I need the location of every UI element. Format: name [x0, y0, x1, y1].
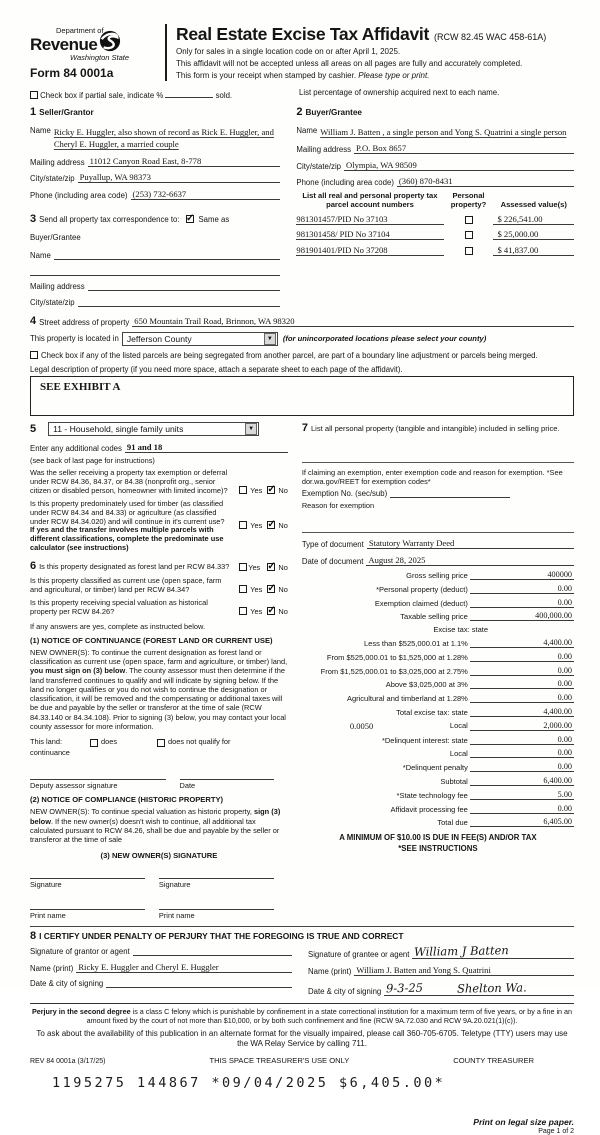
tax-row-local: 0.0050 Local 2,000.00 — [302, 721, 574, 731]
section3-heading: 3 Send all property tax correspondence to: ✓ Same as Buyer/Grantee — [30, 209, 280, 245]
use-code-dropdown[interactable] — [48, 422, 259, 436]
if-any-yes-note: If any answers are yes, complete as instructed below. — [30, 621, 205, 631]
date-of-document-label: Date of document — [301, 556, 364, 566]
legal-description-field[interactable]: SEE EXHIBIT A — [30, 376, 574, 416]
tax-row: Gross selling price 400000 — [406, 569, 572, 580]
notice-compliance-text: NEW OWNER(S): To continue special valuation as historic property, sign (3) below. If the new owner(s) doesn't wish to continue, all additional tax calculated pursuant to RCW 84.26, shall be due and payable by the seller or transferor at the time of sale — [30, 807, 281, 845]
corr-mailing-label: Mailing address — [30, 282, 85, 292]
buyer-city-field[interactable]: Olympia, WA 98509 — [344, 160, 574, 171]
grantee-datecity-label: Date & city of signing — [308, 987, 382, 997]
tax-value-field[interactable]: 0.00 — [514, 652, 574, 662]
grantee-signature-field[interactable] — [412, 944, 574, 959]
chevron-down-icon[interactable]: ▼ — [245, 423, 257, 435]
q5-yes-no: Yes ✓ No — [234, 607, 288, 617]
new-owners-signature-title: (3) NEW OWNER(S) SIGNATURE — [100, 851, 218, 861]
parcel-row — [296, 214, 574, 225]
header-line1: Only for sales in a single location code on or after April 1, 2025. — [176, 47, 401, 56]
print-legal-note: Print on legal size paper. — [473, 1117, 574, 1128]
tax-value-field[interactable]: 4,400.00 — [514, 707, 574, 717]
see-back-note: (see back of last page for instructions) — [30, 455, 155, 465]
seller-phone-field[interactable]: (253) 732-6637 — [131, 189, 281, 200]
deputy-assessor-signature-field[interactable] — [30, 769, 166, 780]
treasurer-stamp: 1195275 144867 *09/04/2025 $6,405.00* — [52, 1075, 446, 1092]
exemption-instructions: If claiming an exemption, enter exemption code and reason for exemption. *See dor.wa.gov/REET for exemption codes* — [301, 467, 563, 486]
page-title: Real Estate Excise Tax Affidavit — [176, 24, 430, 44]
county-treasurer-label: COUNTY TREASURER — [453, 1056, 534, 1066]
grantee-date-handwriting: 9-3-25 — [386, 981, 424, 996]
parcel-col-header: List all real and personal property tax parcel account numbers — [302, 191, 438, 210]
grantor-signature-field[interactable] — [133, 946, 292, 956]
tax-row: Exemption claimed (deduct) 0.00 — [374, 597, 572, 608]
tax-row: Above $3,025,000 at 3% 0.00 — [385, 679, 572, 690]
header-divider — [165, 24, 167, 81]
segregated-checkbox[interactable] — [30, 351, 38, 359]
county-selected-value: Jefferson County — [126, 333, 192, 344]
grantee-signature-label: Signature of grantee or agent — [308, 950, 410, 960]
notice-continuance-title: (1) NOTICE OF CONTINUANCE (FOREST LAND OR CURRENT USE) — [30, 635, 273, 645]
use-code-selected-value: 11 - Household, single family units — [53, 423, 184, 434]
section4-number: 4 — [30, 314, 37, 327]
segregated-label: Check box if any of the listed parcels are being segregated from another parcel, are part of a boundary line adjustment or parcels being merged. — [41, 350, 538, 360]
exemption-no-label: Exemption No. (sec/sub) — [301, 489, 388, 499]
does-label: does — [101, 737, 118, 747]
q5-yes-checkbox[interactable] — [239, 607, 247, 615]
q3-yes-checkbox[interactable] — [239, 563, 247, 571]
q3-no-checkbox[interactable] — [267, 563, 275, 571]
tax-value-field[interactable]: 0.00 — [514, 598, 574, 608]
historical-property-question: Is this property receiving special valuation as historical property per RCW 84.26? — [30, 597, 208, 616]
logo-revenue-text: Revenue — [30, 35, 98, 54]
tax-value-field[interactable]: 0.00 — [514, 735, 574, 745]
partial-sale-row — [30, 88, 232, 100]
grantee-city-handwriting: Shelton Wa. — [457, 980, 528, 996]
timber-agriculture-question: Is this property predominately used for timber (as classified under RCW 84.34 and 84.33) or agriculture (as classified under RCW 84.34.020) and will continue in it's current use? If yes and the transfer involves multiple parcels with different classifications, complete the predominate use calculator (see instructions) — [30, 498, 225, 553]
tax-value-field[interactable]: 0.00 — [514, 693, 574, 703]
q2-yes-no: Yes ✓ No — [234, 521, 288, 531]
buyer-phone-label: Phone (including area code) — [296, 178, 394, 188]
type-of-document-label: Type of document — [301, 540, 364, 550]
q3-yes-no: Yes ✓ No — [234, 563, 288, 573]
tax-row: Total excise tax: state 4,400.00 — [396, 707, 572, 718]
grantee-printname-label: Name (print) — [308, 966, 352, 976]
tax-value-field[interactable]: 400,000.00 — [514, 611, 574, 621]
section5-number: 5 — [30, 422, 37, 435]
corr-mailing-field[interactable] — [88, 281, 281, 291]
new-owner-printname-field-1[interactable] — [30, 899, 145, 910]
buyer-mailing-label: Mailing address — [296, 145, 351, 155]
tax-row: From $525,000.01 to $1,525,000 at 1.28% 0.00 — [326, 651, 572, 662]
seller-name-field[interactable]: Ricky E. Huggler, also shown of record as Rick E. Huggler, and Cheryl E. Huggler, a married couple — [53, 126, 274, 149]
q1-yes-checkbox[interactable] — [239, 486, 247, 494]
buyer-city-label: City/state/zip — [296, 161, 342, 171]
revenue-swirl-icon — [99, 30, 121, 52]
tax-row: Subtotal 6,400.00 — [440, 776, 572, 787]
perjury-note: Perjury in the second degree is a class C felony which is punishable by confinement in a state correctional institution for a maximum term of five years, or by a fine in an amount fixed by the court of not more than $10,000, or by both such confinement and fine (RCW 9A.72.030 and RCW 9A.20.021(1)(c)). To ask about the availability of this publication in an alternate format for the visually impaired, please call 360-705-6705. Teletype (TTY) users may use the WA Relay Service by calling 711. — [30, 1003, 574, 1049]
q2-no-checkbox[interactable] — [267, 521, 275, 529]
tax-row: Affidavit processing fee 0.00 — [390, 803, 572, 814]
street-address-field[interactable]: 650 Mountain Trail Road, Brinnon, WA 98320 — [132, 316, 574, 327]
tax-row-total-due: Total due 6,405.00 — [437, 817, 572, 828]
legal-description-label: Legal description of property (if you need more space, attach a separate sheet to each page of the affidavit). — [30, 364, 403, 374]
logo-dept-text: Department of — [56, 26, 104, 35]
grantor-printname-label: Name (print) — [30, 963, 74, 973]
tax-row: *Delinquent penalty 0.00 — [402, 762, 572, 773]
page-indicator: Page 1 of 2 — [538, 1128, 574, 1135]
partial-sale-percent-field[interactable] — [165, 88, 213, 98]
forest-land-question: 6 Is this property designated as forest land per RCW 84.33? — [30, 560, 230, 573]
print-name-label: Print name — [158, 911, 195, 921]
tax-value-field[interactable]: 5.00 — [514, 790, 574, 800]
grantee-datecity-field[interactable] — [384, 981, 574, 996]
form-header — [30, 24, 574, 81]
current-use-question: Is this property classified as current use (open space, farm and agricultural, or timber) land per RCW 84.34? — [30, 576, 222, 595]
same-as-buyer-label: Same as Buyer/Grantee — [30, 214, 230, 242]
assessed-value-field[interactable]: $ 25,000.00 — [493, 229, 574, 240]
section8-heading: 8 I CERTIFY UNDER PENALTY OF PERJURY THAT THE FOREGOING IS TRUE AND CORRECT — [30, 930, 404, 943]
title-rcw: (RCW 82.45 WAC 458-61A) — [434, 32, 547, 42]
partial-sale-label: Check box if partial sale, indicate % — [40, 91, 164, 100]
this-land-label: This land: — [30, 737, 63, 747]
parcel-number-field[interactable]: 981301457/PID No 37103 — [296, 214, 443, 225]
tax-row: *State technology fee 5.00 — [396, 789, 572, 800]
type-of-document-field[interactable]: Statutory Warranty Deed — [367, 538, 574, 549]
minimum-fee-note: A MINIMUM OF $10.00 IS DUE IN FEE(S) AND/OR TAX *SEE INSTRUCTIONS — [339, 833, 537, 853]
parcel-row — [296, 229, 574, 240]
grantee-printname-field[interactable]: William J. Batten and Yong S. Quatrini — [354, 965, 574, 976]
treasurer-space-label: THIS SPACE TREASURER'S USE ONLY — [209, 1056, 350, 1066]
notice-compliance-title: (2) NOTICE OF COMPLIANCE (HISTORIC PROPERTY) — [30, 795, 224, 805]
grantor-printname-field[interactable]: Ricky E. Huggler and Cheryl E. Huggler — [76, 962, 292, 973]
buyer-phone-field[interactable]: (360) 870-8431 — [397, 176, 574, 187]
q4-yes-no: Yes ✓ No — [234, 585, 288, 595]
deputy-assessor-label: Deputy assessor signature — [30, 781, 118, 791]
tax-row: *Delinquent interest: state 0.00 — [381, 734, 572, 745]
deputy-date-label: Date — [179, 781, 196, 791]
personal-property-checkbox[interactable] — [465, 247, 473, 255]
deputy-date-field[interactable] — [180, 769, 274, 780]
q2-yes-checkbox[interactable] — [239, 521, 247, 529]
tax-value-field[interactable]: 0.00 — [514, 584, 574, 594]
does-checkbox[interactable] — [90, 739, 98, 747]
new-owner-printname-field-2[interactable] — [159, 899, 274, 910]
tax-value-field[interactable]: 4,400.00 — [514, 638, 574, 648]
header-line2: This affidavit will not be accepted unless all areas on all pages are fully and accurately completed. — [176, 59, 523, 68]
local-rate-value: 0.0050 — [349, 720, 374, 731]
tax-value-field[interactable]: 2,000.00 — [514, 721, 574, 731]
new-owner-signature-field-1[interactable] — [30, 868, 145, 879]
section7-text: 7 List all personal property (tangible and intangible) included in selling price. — [301, 421, 560, 434]
new-owner-signature-field-2[interactable] — [159, 868, 274, 879]
seller-mailing-label: Mailing address — [30, 157, 85, 167]
additional-codes-label: Enter any additional codes — [30, 443, 122, 453]
date-of-document-field[interactable]: August 28, 2025 — [366, 555, 574, 566]
seller-city-label: City/state/zip — [30, 174, 75, 184]
tax-row: From $1,525,000.01 to $3,025,000 at 2.75% 0.00 — [320, 665, 572, 676]
tax-value-field[interactable]: 400000 — [514, 570, 574, 580]
does-not-label: does not qualify for — [168, 737, 231, 747]
print-name-label: Print name — [30, 911, 66, 921]
assessed-value-field[interactable]: $ 41,837.00 — [493, 245, 574, 256]
q1-yes-no: Yes ✓ No — [234, 486, 288, 496]
tax-value-field[interactable]: 0.00 — [514, 679, 574, 689]
exemption-deferral-question: Was the seller receiving a property tax exemption or deferral under RCW 84.36, 84.37, or 84.38 (nonprofit org., senior citizen or disabled person, homeowner with limited income)? — [30, 468, 228, 495]
personal-property-checkbox[interactable] — [465, 216, 473, 224]
assessed-value-field[interactable]: $ 226,541.00 — [493, 214, 574, 225]
parcel-number-field[interactable]: 981301458/ PID No 37104 — [296, 229, 443, 240]
seller-city-field[interactable]: Puyallup, WA 98373 — [78, 172, 281, 183]
additional-codes-field[interactable]: 91 and 18 — [125, 442, 288, 453]
buyer-name-label: Name — [296, 125, 318, 135]
sold-label: sold. — [215, 91, 233, 100]
tax-row: Less than $525,000.01 at 1.1% 4,400.00 — [364, 638, 572, 649]
tax-row: Agricultural and timberland at 1.28% 0.00 — [346, 693, 572, 704]
exemption-no-field[interactable] — [390, 488, 510, 498]
located-in-label: This property is located in — [30, 334, 119, 344]
seller-name-label: Name — [30, 125, 51, 135]
form-number: Form 84 0001a — [30, 66, 114, 80]
continuance-label: continuance — [30, 748, 70, 758]
logo-state-text: Washington State — [70, 53, 130, 62]
street-address-label: Street address of property — [39, 317, 130, 327]
header-line3: This form is your receipt when stamped by cashier. Please type or print. — [176, 71, 430, 80]
does-not-checkbox[interactable] — [157, 739, 165, 747]
signature-label: Signature — [30, 880, 62, 890]
corr-name-field[interactable] — [54, 250, 281, 260]
q1-no-checkbox[interactable] — [267, 486, 275, 494]
grantor-signature-label: Signature of grantor or agent — [30, 947, 130, 957]
partial-sale-checkbox[interactable] — [30, 91, 38, 99]
seller-phone-label: Phone (including area code) — [30, 190, 128, 200]
county-dropdown[interactable] — [122, 332, 278, 346]
parcel-number-field[interactable]: 981901401/PID No 37208 — [296, 245, 443, 256]
buyer-mailing-field[interactable]: P.O. Box 8657 — [354, 143, 574, 154]
grantee-signature-handwriting: William J Batten — [414, 943, 510, 960]
same-as-buyer-checkbox[interactable] — [186, 215, 194, 223]
excise-tax-state-header: Excise tax: state — [433, 625, 488, 635]
tax-value-field[interactable]: 6,405.00 — [514, 817, 574, 827]
personal-property-col-header: Personal property? — [450, 191, 487, 210]
seller-mailing-field[interactable]: 11012 Canyon Road East, 8-778 — [88, 156, 281, 167]
notice-continuance-text: NEW OWNER(S): To continue the current designation as forest land or classification as current use (open space, farm and agriculture, or timber) land, you must sign on (3) below. The county assessor must then determine if the land transferred continues to qualify and will indicate by signing below. If the land no longer qualifies or you do not wish to continue the designation or classification, it will be removed and the compensating or additional taxes will be due and payable by the seller or transferor at the time of sale (RCW 84.33.140 or 84.34.108). Prior to signing (3) below, you may contact your local county assessor for more information. — [30, 647, 288, 731]
corr-city-field[interactable] — [78, 297, 281, 307]
tax-value-field[interactable]: 0.00 — [514, 748, 574, 758]
tax-value-field[interactable]: 0.00 — [514, 666, 574, 676]
grantor-datecity-field[interactable] — [106, 978, 292, 988]
reason-for-exemption-label: Reason for exemption — [301, 501, 375, 511]
tax-value-field[interactable]: 0.00 — [514, 762, 574, 772]
section2-heading: 2 Buyer/Grantee — [296, 106, 362, 118]
buyer-name-field[interactable]: William J. Batten , a single person and Yong S. Quatrini a single person — [320, 126, 567, 137]
tax-value-field[interactable]: 6,400.00 — [514, 776, 574, 786]
section1-heading: 1 Seller/Grantor — [30, 106, 94, 118]
tax-value-field[interactable]: 0.00 — [514, 804, 574, 814]
rev-number: REV 84 0001a (3/17/25) — [30, 1058, 106, 1066]
assessed-value-col-header: Assessed value(s) — [500, 200, 567, 210]
chevron-down-icon[interactable]: ▼ — [264, 333, 276, 345]
personal-property-checkbox[interactable] — [465, 231, 473, 239]
grantor-datecity-label: Date & city of signing — [30, 979, 104, 989]
signature-label: Signature — [158, 880, 191, 890]
corr-name-label: Name — [30, 251, 51, 261]
q4-no-checkbox[interactable] — [267, 585, 275, 593]
parcel-table — [296, 191, 574, 256]
dor-logo — [30, 24, 156, 81]
tax-row: *Personal property (deduct) 0.00 — [376, 583, 572, 594]
corr-name2-field[interactable] — [30, 266, 280, 276]
tax-row: Local 0.00 — [449, 748, 572, 759]
q5-no-checkbox[interactable] — [267, 607, 275, 615]
corr-city-label: City/state/zip — [30, 297, 75, 307]
county-note: (for unincorporated locations please select your county) — [282, 334, 487, 344]
tax-row: Taxable selling price 400,000.00 — [400, 611, 572, 622]
ownership-note: List percentage of ownership acquired next to each name. — [299, 88, 500, 97]
parcel-row — [296, 245, 574, 256]
tax-computation-table — [302, 570, 574, 828]
q4-yes-checkbox[interactable] — [239, 585, 247, 593]
